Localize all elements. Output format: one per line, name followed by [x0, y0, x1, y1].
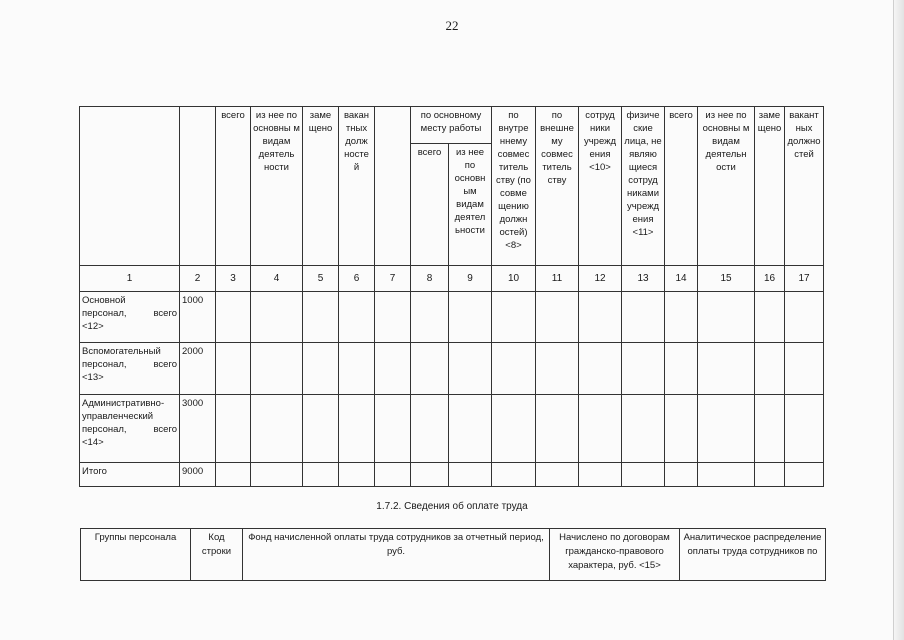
header-c13: физиче ские лица, не являю щиеся сотруд никами учрежд ения <11>	[622, 107, 665, 266]
row-label	[80, 463, 180, 487]
header-empty-2	[180, 107, 216, 266]
row-code: 1000	[180, 292, 216, 343]
payment-table	[80, 528, 826, 581]
header-c9: из нее по основн ым видам деятел ьности	[449, 144, 492, 266]
header-payroll-fund: Фонд начисленной оплаты труда сотрудников за отчетный период, руб.	[243, 529, 550, 581]
header-c10: по внутре ннему совмес титель ству (по совме щению должн остей) <8>	[492, 107, 536, 266]
header-c3: всего	[216, 107, 251, 266]
header-empty-1	[80, 107, 180, 266]
row-label-line: персонал, всего	[82, 359, 177, 370]
col-number: 9	[449, 266, 492, 292]
row-label-line: Основной	[82, 295, 126, 306]
row-label-line: <13>	[82, 372, 104, 383]
col-number: 1	[80, 266, 180, 292]
row-label-line: управленческий	[82, 411, 154, 422]
row-code: 2000	[180, 343, 216, 395]
table-row	[80, 343, 824, 395]
header-civil-contracts: Начислено по договорам гражданско-правового характера, руб. <15>	[550, 529, 680, 581]
page-edge	[893, 0, 904, 640]
header-c5: заме щено	[303, 107, 339, 266]
header-staff-groups: Группы персонала	[81, 529, 191, 581]
row-label	[80, 292, 180, 343]
col-number: 6	[339, 266, 375, 292]
row-label	[80, 395, 180, 463]
row-label-line: персонал, всего	[82, 308, 177, 319]
header-c8: всего	[411, 144, 449, 266]
header-c7	[375, 107, 411, 266]
col-number: 16	[755, 266, 785, 292]
col-number: 17	[785, 266, 824, 292]
row-label-line: <12>	[82, 321, 104, 332]
header-c6: вакан тных долж носте й	[339, 107, 375, 266]
row-label-line: <14>	[82, 437, 104, 448]
table-row	[80, 395, 824, 463]
col-number: 5	[303, 266, 339, 292]
header-c17: вакант ных должно стей	[785, 107, 824, 266]
header-row-code: Код строки	[191, 529, 243, 581]
section-title: 1.7.2. Сведения об оплате труда	[376, 501, 528, 512]
header-c15: из нее по основны м видам деятельн ости	[698, 107, 755, 266]
col-number: 8	[411, 266, 449, 292]
table-row	[80, 463, 824, 487]
col-number: 14	[665, 266, 698, 292]
header-c11: по внешне му совмес титель ству	[536, 107, 579, 266]
header-main-workplace: по основному месту работы	[411, 107, 492, 144]
staff-table	[79, 106, 824, 487]
row-label-line: Вспомогательный	[82, 346, 161, 357]
table-row	[80, 292, 824, 343]
col-number: 4	[251, 266, 303, 292]
row-code: 9000	[180, 463, 216, 487]
header-c16: заме щено	[755, 107, 785, 266]
row-code: 3000	[180, 395, 216, 463]
col-number: 11	[536, 266, 579, 292]
header-c12: сотруд ники учрежд ения <10>	[579, 107, 622, 266]
row-label	[80, 343, 180, 395]
header-c4: из нее по основны м видам деятель ности	[251, 107, 303, 266]
col-number: 7	[375, 266, 411, 292]
header-c14: всего	[665, 107, 698, 266]
col-number: 3	[216, 266, 251, 292]
col-number: 12	[579, 266, 622, 292]
row-label-line: Административно-	[82, 398, 165, 409]
col-number: 10	[492, 266, 536, 292]
header-analytic-distribution: Аналитическое распределение оплаты труда сотрудников по	[680, 529, 826, 581]
col-number: 15	[698, 266, 755, 292]
col-number: 2	[180, 266, 216, 292]
row-label-line: персонал, всего	[82, 424, 177, 435]
page-number: 22	[445, 18, 459, 33]
row-label-line: Итого	[82, 466, 107, 477]
col-number: 13	[622, 266, 665, 292]
